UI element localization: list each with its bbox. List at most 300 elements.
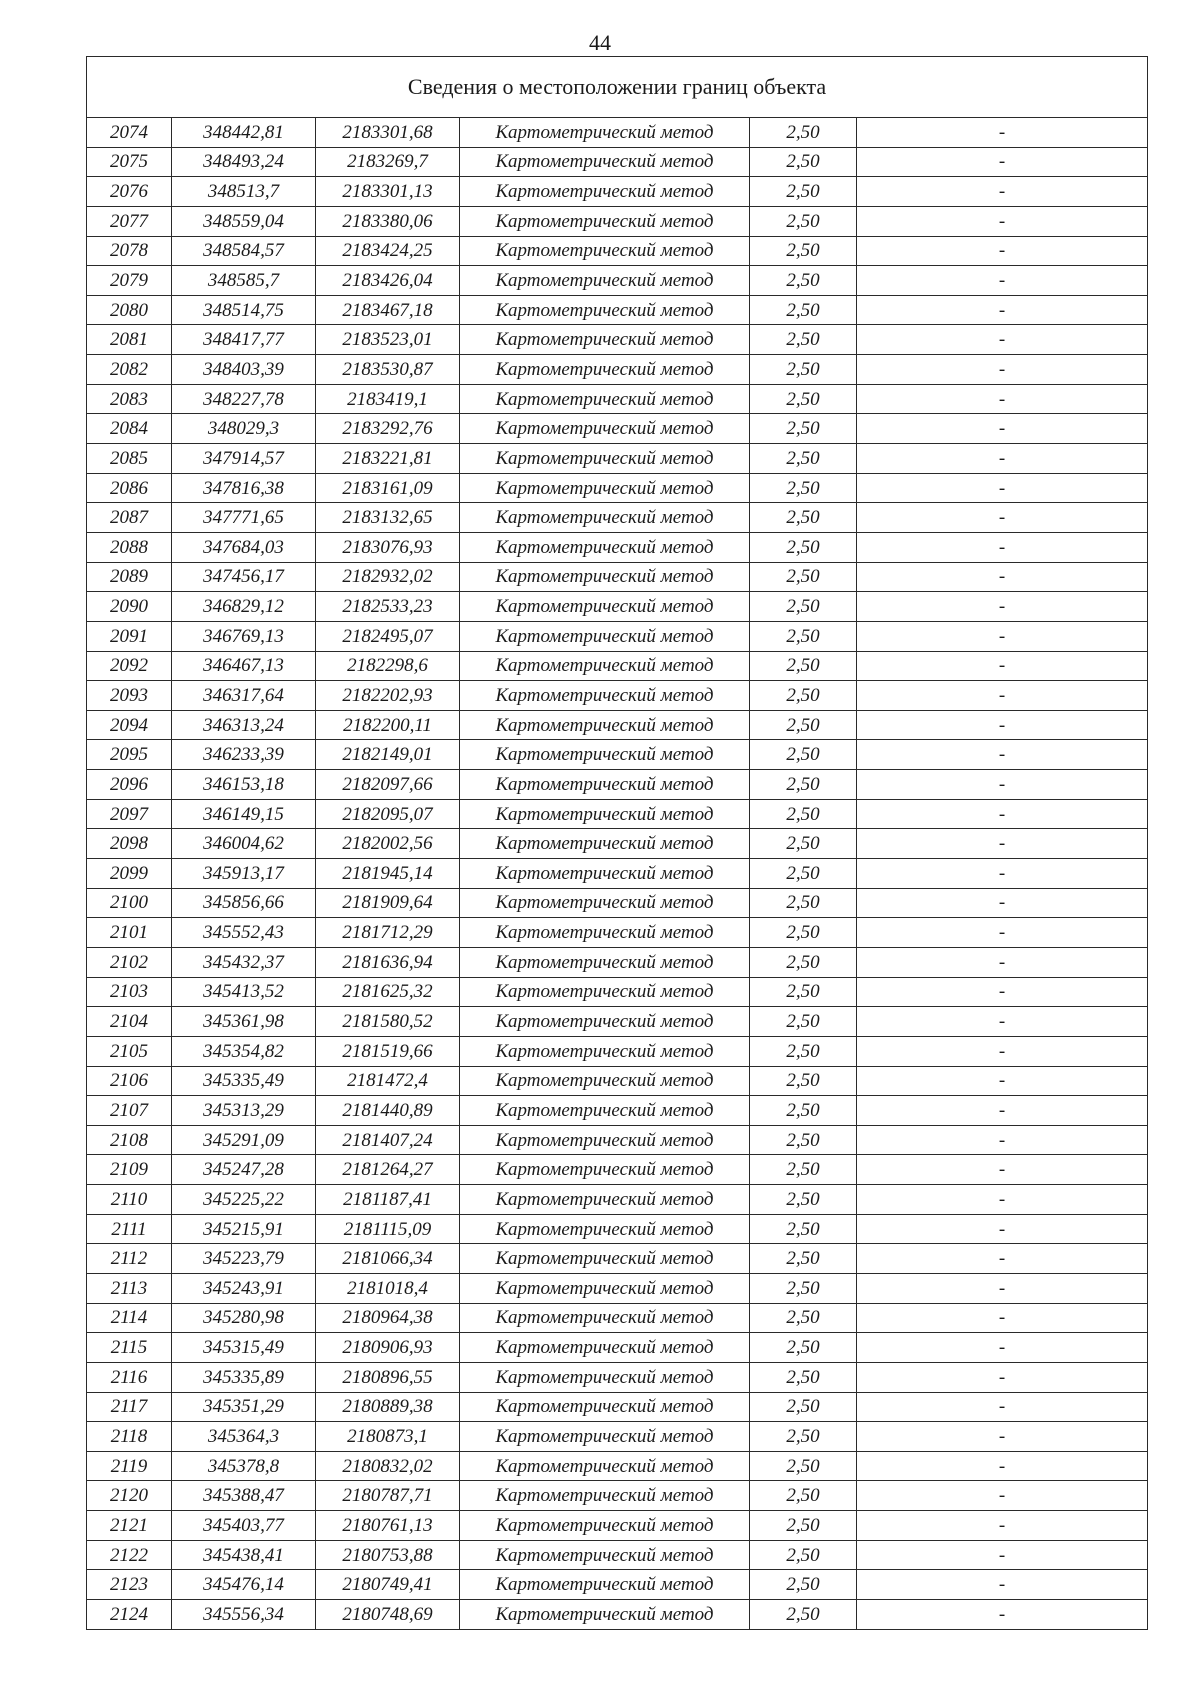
y-coordinate-cell: 2181625,32 [316,977,460,1007]
point-number-cell: 2113 [87,1273,172,1303]
note-cell: - [857,859,1148,889]
method-cell: Картометрический метод [460,1036,750,1066]
y-coordinate-cell: 2182932,02 [316,562,460,592]
note-cell: - [857,1007,1148,1037]
x-coordinate-cell: 347771,65 [172,503,316,533]
y-coordinate-cell: 2181519,66 [316,1036,460,1066]
note-cell: - [857,1422,1148,1452]
x-coordinate-cell: 346313,24 [172,710,316,740]
point-number-cell: 2101 [87,918,172,948]
table-row [87,799,1148,829]
accuracy-cell: 2,50 [750,918,857,948]
note-cell: - [857,947,1148,977]
point-number-cell: 2120 [87,1481,172,1511]
accuracy-cell: 2,50 [750,532,857,562]
accuracy-cell: 2,50 [750,1273,857,1303]
point-number-cell: 2080 [87,295,172,325]
y-coordinate-cell: 2181909,64 [316,888,460,918]
point-number-cell: 2114 [87,1303,172,1333]
note-cell: - [857,651,1148,681]
table-row [87,444,1148,474]
method-cell: Картометрический метод [460,1066,750,1096]
note-cell: - [857,562,1148,592]
x-coordinate-cell: 345388,47 [172,1481,316,1511]
table-row [87,1600,1148,1630]
accuracy-cell: 2,50 [750,859,857,889]
table-row [87,947,1148,977]
point-number-cell: 2123 [87,1570,172,1600]
point-number-cell: 2110 [87,1185,172,1215]
note-cell: - [857,1155,1148,1185]
x-coordinate-cell: 345913,17 [172,859,316,889]
y-coordinate-cell: 2180832,02 [316,1451,460,1481]
accuracy-cell: 2,50 [750,1244,857,1274]
accuracy-cell: 2,50 [750,1036,857,1066]
y-coordinate-cell: 2180787,71 [316,1481,460,1511]
x-coordinate-cell: 346004,62 [172,829,316,859]
accuracy-cell: 2,50 [750,1570,857,1600]
accuracy-cell: 2,50 [750,266,857,296]
accuracy-cell: 2,50 [750,1096,857,1126]
table-row [87,1333,1148,1363]
note-cell: - [857,1303,1148,1333]
table-row [87,888,1148,918]
accuracy-cell: 2,50 [750,1540,857,1570]
table-row [87,1511,1148,1541]
method-cell: Картометрический метод [460,444,750,474]
point-number-cell: 2119 [87,1451,172,1481]
y-coordinate-cell: 2181945,14 [316,859,460,889]
table-row [87,1036,1148,1066]
point-number-cell: 2085 [87,444,172,474]
accuracy-cell: 2,50 [750,325,857,355]
y-coordinate-cell: 2182149,01 [316,740,460,770]
table-row [87,266,1148,296]
x-coordinate-cell: 348559,04 [172,206,316,236]
table-row [87,1303,1148,1333]
note-cell: - [857,592,1148,622]
table-row [87,1273,1148,1303]
point-number-cell: 2102 [87,947,172,977]
note-cell: - [857,266,1148,296]
accuracy-cell: 2,50 [750,1511,857,1541]
table-row [87,1096,1148,1126]
note-cell: - [857,118,1148,148]
point-number-cell: 2116 [87,1362,172,1392]
accuracy-cell: 2,50 [750,1362,857,1392]
point-number-cell: 2111 [87,1214,172,1244]
accuracy-cell: 2,50 [750,651,857,681]
accuracy-cell: 2,50 [750,414,857,444]
x-coordinate-cell: 345438,41 [172,1540,316,1570]
table-row [87,681,1148,711]
note-cell: - [857,977,1148,1007]
x-coordinate-cell: 345552,43 [172,918,316,948]
y-coordinate-cell: 2181407,24 [316,1125,460,1155]
point-number-cell: 2077 [87,206,172,236]
accuracy-cell: 2,50 [750,799,857,829]
table-row [87,1540,1148,1570]
note-cell: - [857,1540,1148,1570]
point-number-cell: 2076 [87,177,172,207]
accuracy-cell: 2,50 [750,503,857,533]
x-coordinate-cell: 345313,29 [172,1096,316,1126]
method-cell: Картометрический метод [460,1096,750,1126]
x-coordinate-cell: 345243,91 [172,1273,316,1303]
accuracy-cell: 2,50 [750,1481,857,1511]
accuracy-cell: 2,50 [750,1185,857,1215]
table-row [87,770,1148,800]
point-number-cell: 2082 [87,355,172,385]
point-number-cell: 2095 [87,740,172,770]
point-number-cell: 2104 [87,1007,172,1037]
note-cell: - [857,503,1148,533]
note-cell: - [857,1333,1148,1363]
method-cell: Картометрический метод [460,118,750,148]
method-cell: Картометрический метод [460,1273,750,1303]
y-coordinate-cell: 2183424,25 [316,236,460,266]
x-coordinate-cell: 345335,49 [172,1066,316,1096]
point-number-cell: 2105 [87,1036,172,1066]
y-coordinate-cell: 2182298,6 [316,651,460,681]
y-coordinate-cell: 2183132,65 [316,503,460,533]
table-row [87,1362,1148,1392]
table-row [87,918,1148,948]
method-cell: Картометрический метод [460,1185,750,1215]
x-coordinate-cell: 348493,24 [172,147,316,177]
note-cell: - [857,414,1148,444]
point-number-cell: 2088 [87,532,172,562]
y-coordinate-cell: 2183221,81 [316,444,460,474]
accuracy-cell: 2,50 [750,1451,857,1481]
y-coordinate-cell: 2180873,1 [316,1422,460,1452]
accuracy-cell: 2,50 [750,384,857,414]
x-coordinate-cell: 346829,12 [172,592,316,622]
table-row [87,118,1148,148]
x-coordinate-cell: 348513,7 [172,177,316,207]
x-coordinate-cell: 347914,57 [172,444,316,474]
x-coordinate-cell: 345280,98 [172,1303,316,1333]
method-cell: Картометрический метод [460,1511,750,1541]
x-coordinate-cell: 345361,98 [172,1007,316,1037]
method-cell: Картометрический метод [460,651,750,681]
y-coordinate-cell: 2180748,69 [316,1600,460,1630]
point-number-cell: 2106 [87,1066,172,1096]
table-title: Сведения о местоположении границ объекта [87,57,1148,118]
x-coordinate-cell: 345215,91 [172,1214,316,1244]
method-cell: Картометрический метод [460,1392,750,1422]
y-coordinate-cell: 2183467,18 [316,295,460,325]
x-coordinate-cell: 346149,15 [172,799,316,829]
y-coordinate-cell: 2181440,89 [316,1096,460,1126]
note-cell: - [857,1036,1148,1066]
page-number: 44 [589,30,611,55]
x-coordinate-cell: 347684,03 [172,532,316,562]
y-coordinate-cell: 2183523,01 [316,325,460,355]
accuracy-cell: 2,50 [750,770,857,800]
y-coordinate-cell: 2181115,09 [316,1214,460,1244]
x-coordinate-cell: 348584,57 [172,236,316,266]
method-cell: Картометрический метод [460,1362,750,1392]
method-cell: Картометрический метод [460,1125,750,1155]
table-row [87,977,1148,1007]
table-row [87,1392,1148,1422]
x-coordinate-cell: 345856,66 [172,888,316,918]
method-cell: Картометрический метод [460,918,750,948]
point-number-cell: 2109 [87,1155,172,1185]
table-title-row [87,57,1148,118]
table-row [87,1007,1148,1037]
accuracy-cell: 2,50 [750,1600,857,1630]
note-cell: - [857,1096,1148,1126]
x-coordinate-cell: 345291,09 [172,1125,316,1155]
accuracy-cell: 2,50 [750,473,857,503]
accuracy-cell: 2,50 [750,1125,857,1155]
note-cell: - [857,621,1148,651]
x-coordinate-cell: 347456,17 [172,562,316,592]
point-number-cell: 2118 [87,1422,172,1452]
accuracy-cell: 2,50 [750,295,857,325]
note-cell: - [857,384,1148,414]
table-body [87,57,1148,1630]
note-cell: - [857,355,1148,385]
boundary-table-container [86,56,1147,1630]
method-cell: Картометрический метод [460,147,750,177]
point-number-cell: 2122 [87,1540,172,1570]
x-coordinate-cell: 346317,64 [172,681,316,711]
method-cell: Картометрический метод [460,414,750,444]
point-number-cell: 2079 [87,266,172,296]
x-coordinate-cell: 345335,89 [172,1362,316,1392]
note-cell: - [857,799,1148,829]
method-cell: Картометрический метод [460,1333,750,1363]
accuracy-cell: 2,50 [750,355,857,385]
table-row [87,1570,1148,1600]
x-coordinate-cell: 348227,78 [172,384,316,414]
y-coordinate-cell: 2180906,93 [316,1333,460,1363]
method-cell: Картометрический метод [460,177,750,207]
point-number-cell: 2100 [87,888,172,918]
note-cell: - [857,473,1148,503]
method-cell: Картометрический метод [460,1570,750,1600]
y-coordinate-cell: 2182200,11 [316,710,460,740]
x-coordinate-cell: 345403,77 [172,1511,316,1541]
y-coordinate-cell: 2182002,56 [316,829,460,859]
method-cell: Картометрический метод [460,947,750,977]
accuracy-cell: 2,50 [750,147,857,177]
accuracy-cell: 2,50 [750,1214,857,1244]
x-coordinate-cell: 348442,81 [172,118,316,148]
table-row [87,532,1148,562]
table-row [87,147,1148,177]
point-number-cell: 2078 [87,236,172,266]
table-row [87,1214,1148,1244]
note-cell: - [857,1362,1148,1392]
note-cell: - [857,1214,1148,1244]
note-cell: - [857,177,1148,207]
note-cell: - [857,770,1148,800]
method-cell: Картометрический метод [460,384,750,414]
method-cell: Картометрический метод [460,799,750,829]
table-row [87,503,1148,533]
y-coordinate-cell: 2183426,04 [316,266,460,296]
x-coordinate-cell: 348585,7 [172,266,316,296]
accuracy-cell: 2,50 [750,177,857,207]
note-cell: - [857,325,1148,355]
method-cell: Картометрический метод [460,681,750,711]
accuracy-cell: 2,50 [750,888,857,918]
method-cell: Картометрический метод [460,621,750,651]
note-cell: - [857,1125,1148,1155]
note-cell: - [857,888,1148,918]
accuracy-cell: 2,50 [750,1303,857,1333]
point-number-cell: 2086 [87,473,172,503]
point-number-cell: 2090 [87,592,172,622]
table-row [87,325,1148,355]
accuracy-cell: 2,50 [750,562,857,592]
point-number-cell: 2087 [87,503,172,533]
note-cell: - [857,206,1148,236]
point-number-cell: 2112 [87,1244,172,1274]
note-cell: - [857,1570,1148,1600]
x-coordinate-cell: 345476,14 [172,1570,316,1600]
x-coordinate-cell: 345432,37 [172,947,316,977]
method-cell: Картометрический метод [460,1155,750,1185]
y-coordinate-cell: 2183530,87 [316,355,460,385]
x-coordinate-cell: 345225,22 [172,1185,316,1215]
table-row [87,829,1148,859]
table-row [87,740,1148,770]
accuracy-cell: 2,50 [750,236,857,266]
point-number-cell: 2092 [87,651,172,681]
accuracy-cell: 2,50 [750,1392,857,1422]
y-coordinate-cell: 2180749,41 [316,1570,460,1600]
x-coordinate-cell: 346153,18 [172,770,316,800]
method-cell: Картометрический метод [460,325,750,355]
x-coordinate-cell: 346467,13 [172,651,316,681]
accuracy-cell: 2,50 [750,1333,857,1363]
y-coordinate-cell: 2181472,4 [316,1066,460,1096]
method-cell: Картометрический метод [460,740,750,770]
point-number-cell: 2096 [87,770,172,800]
y-coordinate-cell: 2181636,94 [316,947,460,977]
note-cell: - [857,147,1148,177]
note-cell: - [857,1451,1148,1481]
y-coordinate-cell: 2181712,29 [316,918,460,948]
table-row [87,414,1148,444]
y-coordinate-cell: 2183292,76 [316,414,460,444]
point-number-cell: 2124 [87,1600,172,1630]
table-row [87,177,1148,207]
table-row [87,384,1148,414]
accuracy-cell: 2,50 [750,1155,857,1185]
note-cell: - [857,236,1148,266]
x-coordinate-cell: 345247,28 [172,1155,316,1185]
point-number-cell: 2094 [87,710,172,740]
method-cell: Картометрический метод [460,1600,750,1630]
method-cell: Картометрический метод [460,503,750,533]
table-row [87,1244,1148,1274]
x-coordinate-cell: 345354,82 [172,1036,316,1066]
note-cell: - [857,1244,1148,1274]
y-coordinate-cell: 2183269,7 [316,147,460,177]
method-cell: Картометрический метод [460,1214,750,1244]
y-coordinate-cell: 2182495,07 [316,621,460,651]
note-cell: - [857,1392,1148,1422]
x-coordinate-cell: 345223,79 [172,1244,316,1274]
y-coordinate-cell: 2180753,88 [316,1540,460,1570]
x-coordinate-cell: 348514,75 [172,295,316,325]
table-row [87,651,1148,681]
method-cell: Картометрический метод [460,236,750,266]
method-cell: Картометрический метод [460,1540,750,1570]
point-number-cell: 2117 [87,1392,172,1422]
method-cell: Картометрический метод [460,829,750,859]
accuracy-cell: 2,50 [750,444,857,474]
accuracy-cell: 2,50 [750,118,857,148]
y-coordinate-cell: 2180761,13 [316,1511,460,1541]
x-coordinate-cell: 348403,39 [172,355,316,385]
point-number-cell: 2075 [87,147,172,177]
method-cell: Картометрический метод [460,532,750,562]
y-coordinate-cell: 2181580,52 [316,1007,460,1037]
table-row [87,621,1148,651]
table-row [87,710,1148,740]
point-number-cell: 2074 [87,118,172,148]
table-row [87,355,1148,385]
y-coordinate-cell: 2182202,93 [316,681,460,711]
y-coordinate-cell: 2182533,23 [316,592,460,622]
accuracy-cell: 2,50 [750,947,857,977]
point-number-cell: 2121 [87,1511,172,1541]
y-coordinate-cell: 2180964,38 [316,1303,460,1333]
table-row [87,1185,1148,1215]
point-number-cell: 2091 [87,621,172,651]
y-coordinate-cell: 2183076,93 [316,532,460,562]
x-coordinate-cell: 347816,38 [172,473,316,503]
point-number-cell: 2081 [87,325,172,355]
note-cell: - [857,1600,1148,1630]
table-row [87,1451,1148,1481]
note-cell: - [857,1185,1148,1215]
method-cell: Картометрический метод [460,770,750,800]
note-cell: - [857,829,1148,859]
table-row [87,206,1148,236]
method-cell: Картометрический метод [460,592,750,622]
method-cell: Картометрический метод [460,266,750,296]
x-coordinate-cell: 346769,13 [172,621,316,651]
note-cell: - [857,444,1148,474]
y-coordinate-cell: 2180889,38 [316,1392,460,1422]
point-number-cell: 2115 [87,1333,172,1363]
note-cell: - [857,918,1148,948]
table-row [87,592,1148,622]
method-cell: Картометрический метод [460,1244,750,1274]
x-coordinate-cell: 345556,34 [172,1600,316,1630]
y-coordinate-cell: 2181018,4 [316,1273,460,1303]
point-number-cell: 2099 [87,859,172,889]
method-cell: Картометрический метод [460,977,750,1007]
method-cell: Картометрический метод [460,1451,750,1481]
point-number-cell: 2083 [87,384,172,414]
y-coordinate-cell: 2181264,27 [316,1155,460,1185]
x-coordinate-cell: 348029,3 [172,414,316,444]
table-row [87,1066,1148,1096]
note-cell: - [857,681,1148,711]
table-row [87,1481,1148,1511]
note-cell: - [857,532,1148,562]
table-row [87,859,1148,889]
